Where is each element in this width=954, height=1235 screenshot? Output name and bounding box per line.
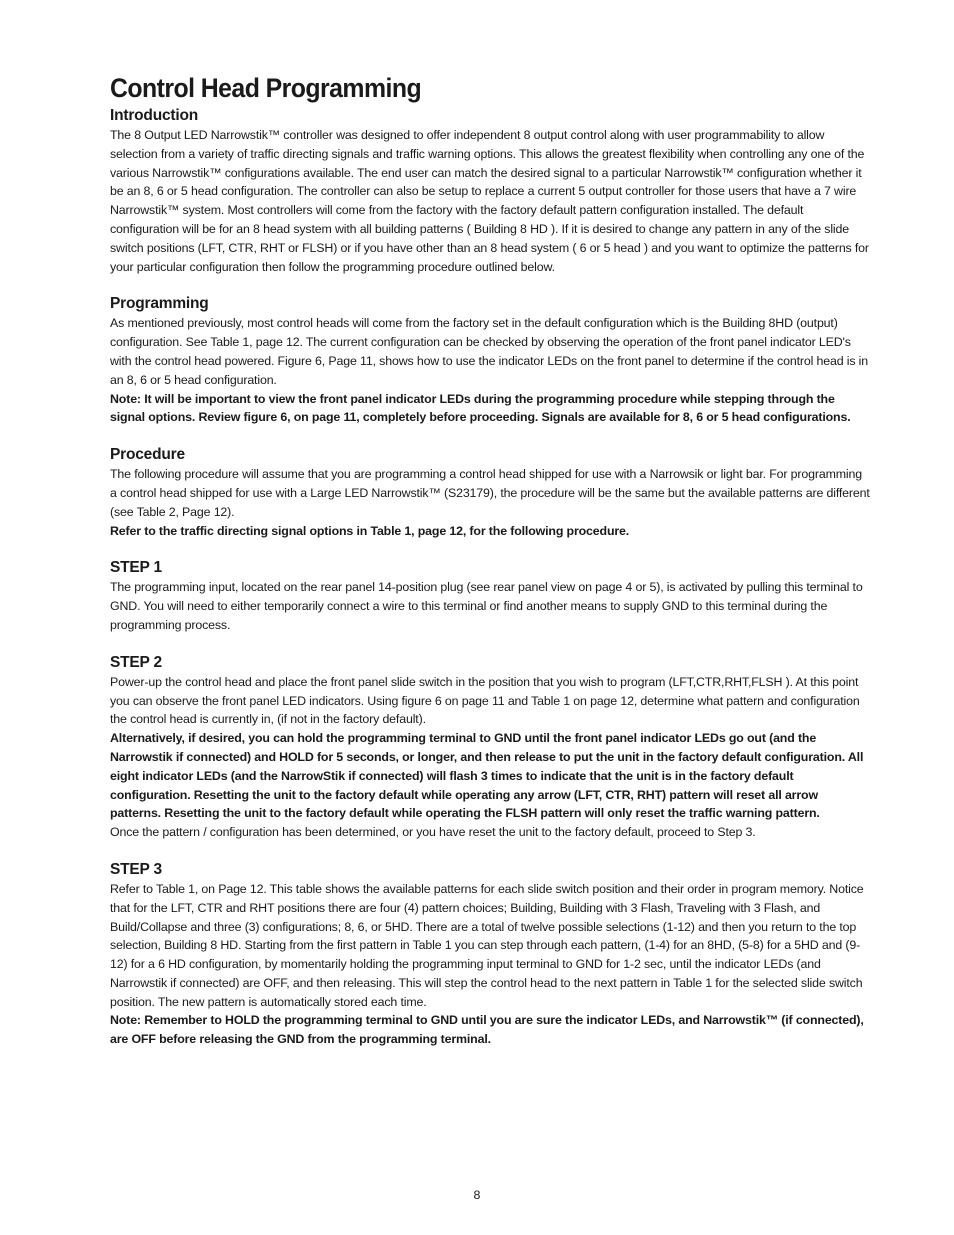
note-paragraph: Alternatively, if desired, you can hold the programming terminal to GND until the front panel indicator LEDs go out (and the Narrowstik if connected) and HOLD for 5 seconds, or longer, and then release to put the unit in the factory default configuration. All eight indicator LEDs (and the NarrowStik if connected) will flash 3 times to indicate that the unit is in the factory default configuration. Resetting the unit to the factory default while operating any arrow (LFT, CTR, RHT) pattern will reset all arrow patterns. Resetting the unit to the factory default while operating the FLSH pattern will only reset the traffic warning pattern. — [110, 731, 864, 821]
section-heading: Programming — [110, 295, 209, 313]
section-heading: Procedure — [110, 446, 185, 464]
section-heading: STEP 1 — [110, 559, 162, 577]
note-paragraph: Note: It will be important to view the front panel indicator LEDs during the programming procedure while stepping through the signal options. Review figure 6, on page 11, completely before proceeding. Signals are available for 8, 6 or 5 head configurations. — [110, 391, 851, 425]
body-paragraph: Refer to Table 1, on Page 12. This table shows the available patterns for each slide switch position and their order in program memory. Notice that for the LFT, CTR and RHT positions there are four (4) pattern choices; Building, Building with 3 Flash, Traveling with 3 Flash, and Build/Collapse and three (3) configurations; 8, 6, or 5HD. There are a total of twelve possible selections (1-12) and then you return to the top selection, Building 8 HD. Starting from the first pattern in Table 1 you can step through each pattern, (1-4) for an 8HD, (5-8) for a 5HD and (9-12) for a 6 HD configuration, by momentarily holding the programming input terminal to GND for 1-2 sec, until the indicator LEDs (and Narrowstik if connected) are OFF, and then releasing. This will step the control head to the next pattern in Table 1 for the selected slide switch position. The new pattern is automatically stored each time. — [110, 881, 864, 1009]
section-procedure — [110, 445, 870, 540]
section-heading: Introduction — [110, 107, 198, 124]
body-paragraph: As mentioned previously, most control heads will come from the factory set in the default configuration which is the Building 8HD (output) configuration. See Table 1, page 12. The current configuration can be checked by observing the operation of the front panel indicator LED's with the control head powered. Figure 6, Page 11, shows how to use the indicator LEDs on the front panel to determine if the control head is in an 8, 6 or 5 head configuration. — [110, 316, 869, 387]
note-paragraph: Note: Remember to HOLD the programming terminal to GND until you are sure the indicator LEDs, and Narrowstik™ (if connected), are OFF before releasing the GND from the programming terminal. — [110, 1013, 864, 1047]
section-heading: STEP 3 — [110, 860, 162, 878]
note-paragraph: Refer to the traffic directing signal options in Table 1, page 12, for the following procedure. — [110, 523, 630, 538]
section-introduction — [110, 106, 870, 276]
section-step-1 — [110, 558, 870, 634]
body-paragraph: The programming input, located on the rear panel 14-position plug (see rear panel view on page 4 or 5), is activated by pulling this terminal to GND. You will need to either temporarily connect a wire to this terminal or find another means to supply GND to this terminal during the programming process. — [110, 580, 863, 632]
sections-container — [110, 106, 870, 1049]
section-heading: STEP 2 — [110, 653, 162, 671]
page-number: 8 — [473, 1188, 481, 1202]
page-title: Control Head Programming — [110, 73, 422, 103]
body-paragraph: Power-up the control head and place the front panel slide switch in the position that you wish to program (LFT,CTR,RHT,FLSH ). At this point you can observe the front panel LED indicators. Using figure 6 on page 11 and Table 1 on page 12, determine what pattern and configuration the control head is currently in, (if not in the factory default). — [110, 674, 860, 727]
body-paragraph: The following procedure will assume that you are programming a control head shipped for use with a Narrowsik or light bar. For programming a control head shipped for use with a Large LED Narrowstik™ (S23179), the procedure will be the same but the available patterns are different (see Table 2, Page 12). — [110, 467, 870, 519]
section-step-3 — [110, 860, 870, 1049]
body-paragraph: Once the pattern / configuration has been determined, or you have reset the unit to the factory default, proceed to Step 3. — [110, 825, 756, 840]
document-body — [110, 70, 870, 1049]
section-programming — [110, 294, 870, 427]
body-paragraph: The 8 Output LED Narrowstik™ controller was designed to offer independent 8 output control along with user programmability to allow selection from a variety of traffic directing signals and traffic warning options. This allows the greatest flexibility when controlling any one of the various Narrowstik™ configurations available. The end user can match the desired signal to a particular Narrowstik™ configuration whether it be an 8, 6 or 5 head configuration. The controller can also be setup to replace a current 5 output controller for those users that have a 7 wire Narrowstik™ system. Most controllers will come from the factory with the factory default pattern configuration installed. The default configuration will be for an 8 head system with all building patterns ( Building 8 HD ). If it is desired to change any pattern in any of the slide switch positions (LFT, CTR, RHT or FLSH) or if you have other than an 8 head system ( 6 or 5 head ) and you want to optimize the patterns for your particular configuration then follow the programming procedure outlined below. — [110, 128, 869, 274]
section-step-2 — [110, 653, 870, 842]
